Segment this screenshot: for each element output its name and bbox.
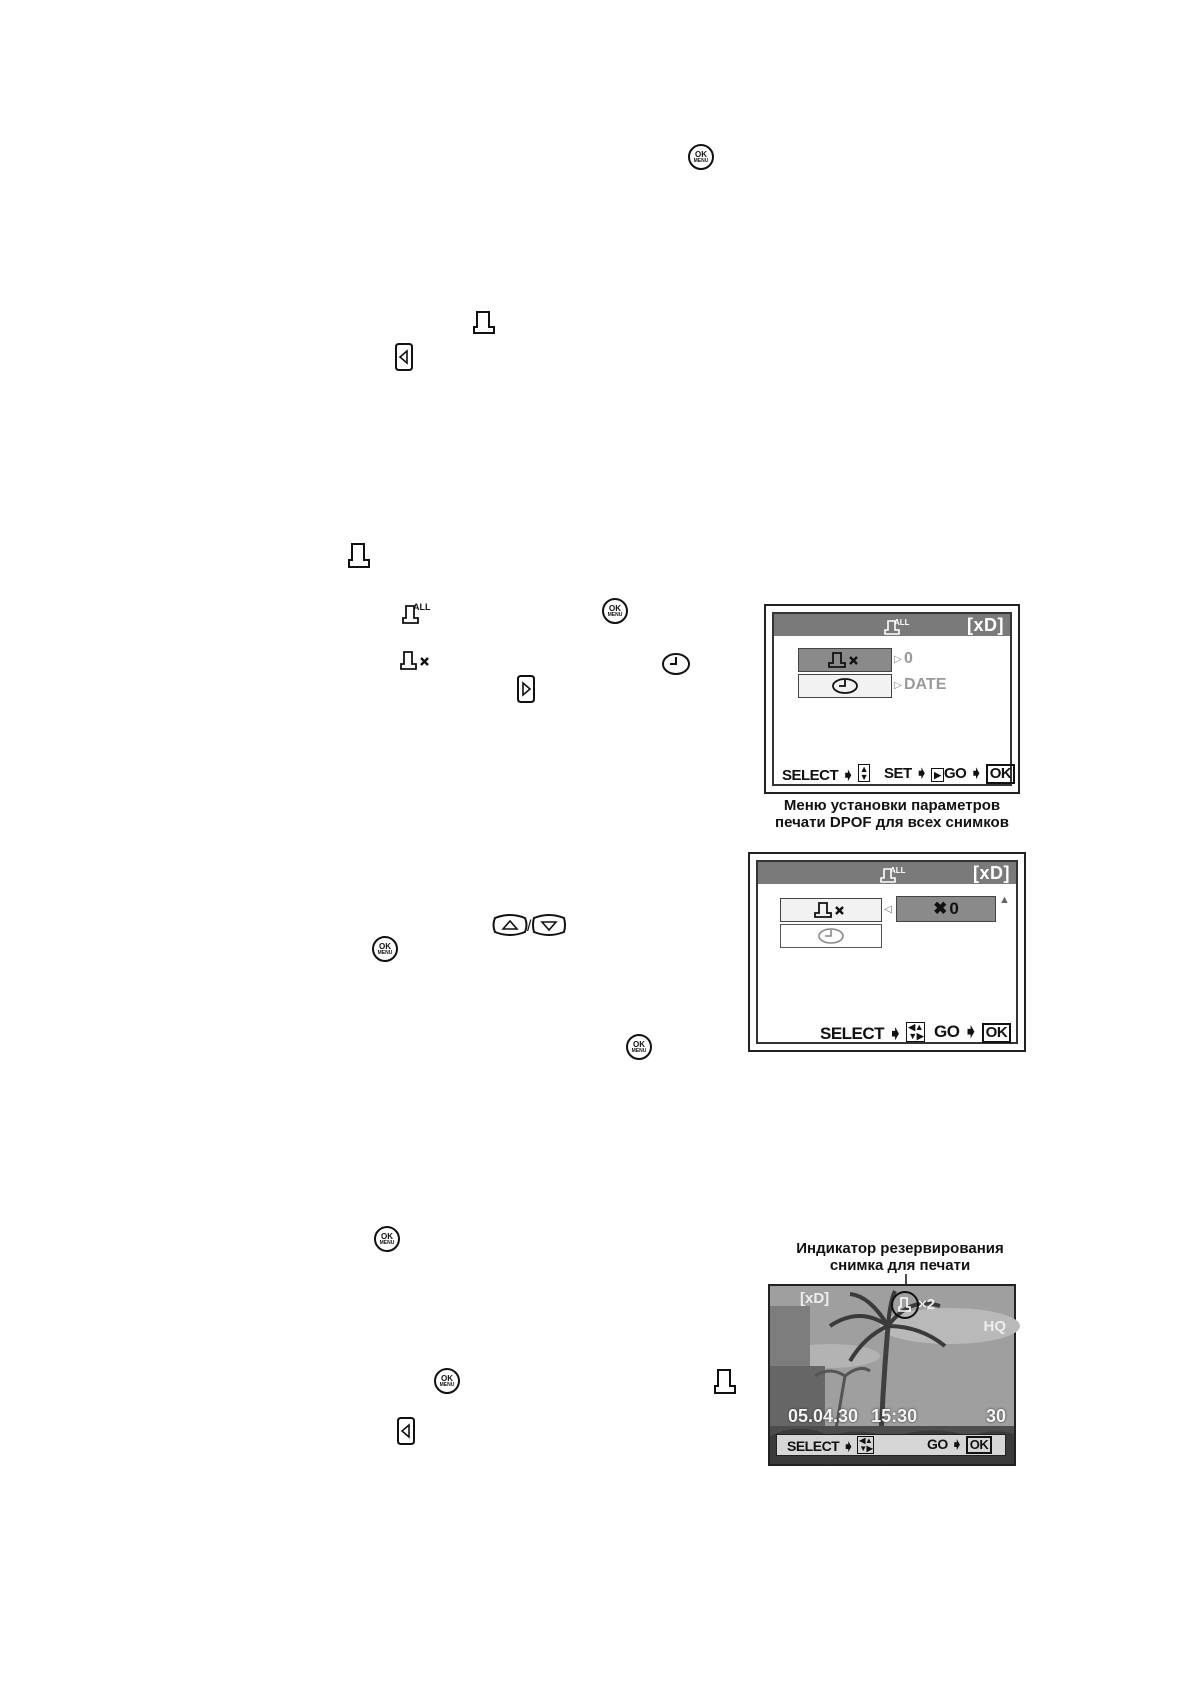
date-setting-value: DATE — [904, 676, 947, 693]
caption-line: печати DPOF для всех снимков — [775, 814, 1009, 831]
lcd-screen-print-quantity — [748, 852, 1026, 1052]
up-down-key-icon: ▲ ▼ — [859, 764, 869, 782]
arrow-right-icon: ➧ — [970, 765, 983, 782]
footer-select-label: SELECT — [782, 767, 839, 784]
ok-key-icon: OK — [986, 764, 1016, 784]
print-count — [918, 1296, 935, 1313]
ok-menu-button-icon — [434, 1368, 460, 1394]
footer-go-label: GO — [934, 1022, 960, 1041]
ok-menu-button-icon — [626, 1034, 652, 1060]
all-print-icon — [880, 864, 906, 884]
footer-select-label: SELECT — [820, 1024, 885, 1043]
lcd-title-bar — [774, 614, 1010, 636]
left-arrow-button-icon — [396, 1416, 416, 1446]
ok-label: OK — [609, 603, 621, 613]
print-quantity-icon — [813, 901, 849, 919]
menu-item-date[interactable] — [780, 924, 882, 948]
all-label: ALL — [890, 866, 906, 875]
up-pointer-icon: ▲ — [999, 894, 1010, 906]
quantity-field[interactable] — [896, 896, 996, 922]
svg-text:/: / — [527, 918, 532, 935]
arrow-right-icon: ➧ — [963, 1022, 978, 1041]
ok-label: OK — [695, 149, 707, 159]
timestamp-row — [788, 1406, 917, 1427]
print-reservation-indicator-circle — [890, 1290, 920, 1320]
ok-label: OK — [441, 1373, 453, 1383]
ok-menu-button-icon — [602, 598, 628, 624]
four-way-key-icon: ◀▲ ▼▶ — [908, 1022, 924, 1041]
screen1-caption — [764, 797, 1020, 831]
ok-label: OK — [381, 1231, 393, 1241]
photo-footer-bar — [776, 1434, 1006, 1456]
print-quantity-icon — [827, 651, 863, 669]
menu-label: MENU — [693, 157, 709, 164]
caption-line: Меню установки параметров — [783, 797, 1001, 814]
caption-line: Индикатор резервирования — [796, 1240, 1004, 1257]
lcd-footer — [782, 764, 870, 784]
all-print-icon — [402, 600, 431, 626]
menu-label: MENU — [379, 1239, 395, 1246]
photo-time: 15:30 — [871, 1406, 918, 1426]
print-count-value: 2 — [926, 1296, 936, 1313]
photo-date: 05.04.30 — [788, 1406, 859, 1426]
playback-photo-screen — [768, 1284, 1016, 1466]
right-key-icon: ▶ — [931, 768, 943, 782]
menu-item-date[interactable] — [798, 674, 892, 698]
arrow-right-icon: ➧ — [888, 1024, 903, 1043]
all-label: ALL — [894, 618, 910, 627]
footer-go-label: GO — [927, 1436, 948, 1452]
up-down-arrow-buttons-icon — [492, 914, 566, 936]
arrow-right-icon: ➧ — [951, 1436, 963, 1452]
multiply-icon: × — [918, 1296, 927, 1313]
media-indicator: [xD] — [967, 615, 1004, 635]
right-pointer-icon: ▷ — [894, 680, 902, 691]
caption-line: снимка для печати — [829, 1257, 971, 1274]
media-indicator: [xD] — [800, 1290, 830, 1307]
ok-menu-button-icon — [374, 1226, 400, 1252]
all-label: ALL — [413, 602, 431, 612]
frame-number: 30 — [985, 1406, 1006, 1426]
all-print-icon — [884, 616, 910, 636]
ok-key-icon: OK — [966, 1436, 993, 1454]
date-clock-icon — [660, 652, 692, 676]
lcd-footer — [787, 1436, 874, 1455]
footer-select-label: SELECT — [787, 1438, 840, 1454]
date-clock-icon — [831, 677, 859, 695]
menu-label: MENU — [607, 611, 623, 618]
ok-label: OK — [379, 941, 391, 951]
right-pointer-icon: ▷ — [894, 654, 902, 665]
lcd-footer-go — [944, 764, 1015, 784]
arrow-right-icon: ➧ — [841, 767, 854, 784]
lcd-footer-set — [884, 764, 944, 782]
lcd-title-bar — [758, 862, 1016, 884]
lcd-display — [772, 612, 1012, 786]
menu-label: MENU — [631, 1047, 647, 1054]
ok-menu-button-icon — [372, 936, 398, 962]
lcd-footer — [820, 1022, 925, 1044]
screen3-caption — [770, 1240, 1030, 1274]
print-quantity-icon — [400, 650, 434, 672]
lcd-display — [756, 860, 1018, 1044]
ok-label: OK — [633, 1039, 645, 1049]
print-order-icon — [346, 542, 372, 570]
left-arrow-button-icon — [394, 342, 414, 372]
lcd-footer-go — [927, 1436, 992, 1454]
arrow-right-icon: ➧ — [915, 765, 928, 782]
arrow-right-icon: ➧ — [842, 1438, 854, 1454]
menu-label: MENU — [439, 1381, 455, 1388]
print-order-icon — [472, 310, 496, 336]
lcd-footer-go — [934, 1022, 1011, 1043]
quality-indicator: HQ — [983, 1318, 1006, 1335]
ok-key-icon: OK — [982, 1023, 1012, 1043]
menu-item-print-quantity[interactable] — [798, 648, 892, 672]
menu-item-print-quantity[interactable] — [780, 898, 882, 922]
menu-label: MENU — [377, 949, 393, 956]
caption-pointer-line — [903, 1274, 909, 1284]
four-way-key-icon: ◀▲ ▼▶ — [859, 1436, 873, 1453]
left-pointer-icon: ◁ — [884, 904, 892, 915]
date-clock-icon — [817, 927, 845, 945]
print-quantity-value: 0 — [904, 650, 913, 667]
print-order-icon — [712, 1368, 738, 1396]
media-indicator: [xD] — [973, 863, 1010, 883]
quantity-value: 0 — [949, 899, 959, 918]
lcd-screen-all-print-menu — [764, 604, 1020, 794]
right-arrow-button-icon — [516, 674, 536, 704]
ok-menu-button-icon — [688, 144, 714, 170]
footer-go-label: GO — [944, 765, 967, 782]
footer-set-label: SET — [884, 765, 912, 782]
multiply-icon: ✖ — [933, 899, 948, 918]
